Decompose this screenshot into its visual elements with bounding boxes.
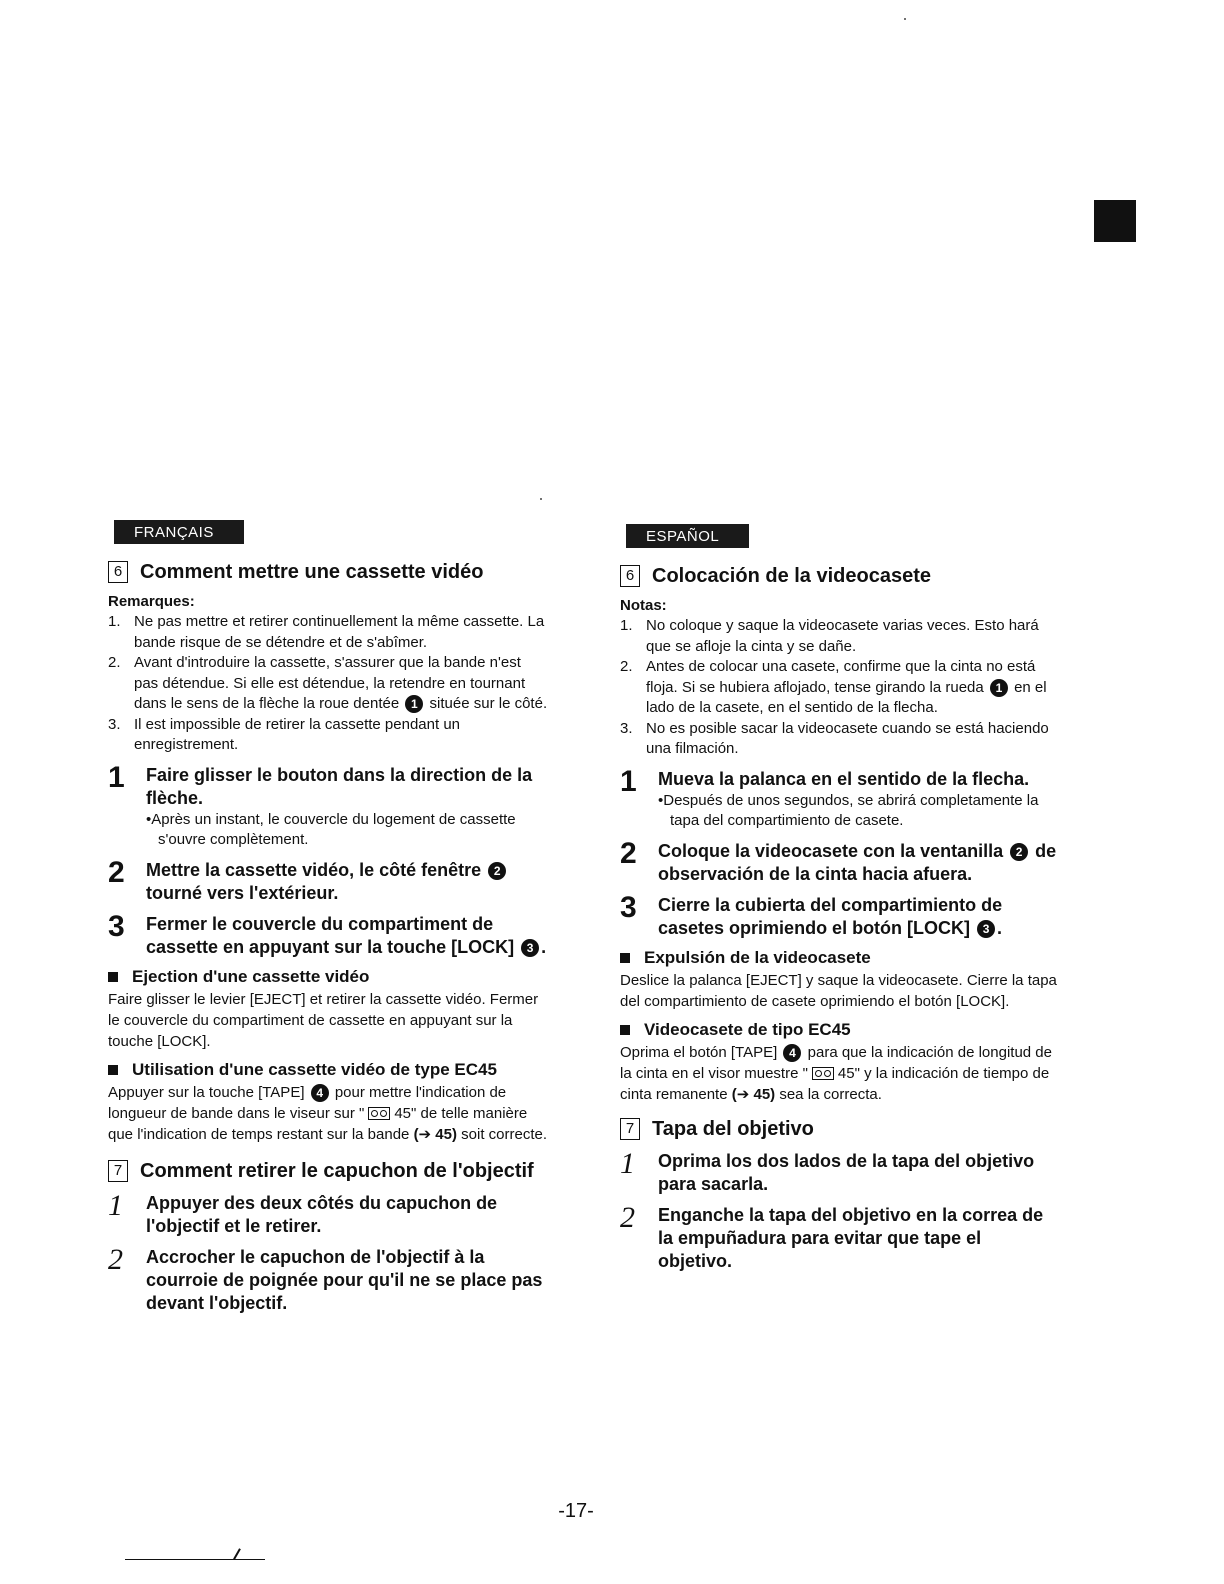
step [108,855,548,905]
notes-list [108,612,548,756]
notes-label: Remarques: [108,593,195,610]
note-item [108,715,548,756]
note-number: 3. [620,719,633,737]
note-text: Ne pas mettre et retirer continuellement la même cassette. La bande risque de se détendre et de s'abîmer. [134,613,545,651]
step-subnote: •Después de unos segundos, se abrirá completamente la tapa del compartimiento de casete. [658,791,1039,829]
square-bullet-icon [108,972,118,982]
step-number: 1 [108,1188,123,1222]
paragraph-text: " de telle manière que l'indication de temps restant sur la bande [108,1104,528,1143]
step-text-main: Fermer le couvercle du compartiment de cassette en appuyant sur la touche [LOCK] [146,913,515,957]
column-espanol [620,524,1060,1281]
step-text [658,894,1060,940]
step-number: 3 [108,909,125,943]
subsection-heading: Utilisation d'une cassette vidéo de type EC45 [132,1059,497,1079]
step [620,890,1060,940]
step [620,764,1060,832]
step-text-tail: . [997,917,1003,938]
step-number: 2 [108,855,125,889]
note-number: 1. [108,613,121,630]
paragraph-text: para que la indicación de longitud de la cinta en el visor muestre " [620,1043,1052,1082]
language-badge: FRANÇAIS [114,520,244,544]
note-item [620,657,1060,719]
note-text: Antes de colocar una casete, confirme que la cinta no está floja. Si se hubiera aflojado, tense girando la rueda [646,658,1036,696]
section-heading: Comment mettre une cassette vidéo [140,561,484,583]
paragraph-text: pour mettre l'indication de longueur de bande dans le viseur sur " [108,1083,507,1122]
step-text: Enganche la tapa del objetivo en la correa de la empuñadura para evitar que tape el objetivo. [658,1204,1044,1271]
column-francais [108,520,548,1323]
circled-number-icon: 4 [311,1084,329,1102]
paragraph-text: sea la correcta. [779,1085,882,1103]
step-text-main: Cierre la cubierta del compartimiento de casetes oprimiendo el botón [LOCK] [658,894,1003,938]
section-heading: Comment retirer le capuchon de l'objectif [140,1159,534,1182]
step-number: 2 [620,836,637,870]
note-text: Il est impossible de retirer la cassette pendant un enregistrement. [134,715,461,753]
paragraph: Faire glisser le levier [EJECT] et retirer la cassette vidéo. Fermer le couvercle du compartiment de cassette en appuyant sur la touche [LOCK]. [108,990,539,1050]
scan-speck [540,498,542,500]
subsection-heading: Videocasete de tipo EC45 [644,1019,851,1039]
cassette-tape-icon [368,1107,390,1120]
note-item [620,719,1060,760]
paragraph-text: " y la indicación de tiempo de cinta remanente [620,1064,1050,1103]
paragraph [108,1082,548,1145]
step-text-tail: de observación de la cinta hacia afuera. [658,840,1057,884]
circled-number-icon: 3 [977,920,995,938]
footer-mark [233,1548,241,1559]
circled-number-icon: 2 [488,862,506,880]
paragraph-text: soit correcte. [461,1125,548,1143]
step-text-main: Mettre la cassette vidéo, le côté fenêtre [146,859,482,880]
step-number: 1 [620,1146,635,1180]
note-number: 1. [620,617,633,634]
section-title [620,1117,1060,1142]
step-text-tail: tourné vers l'extérieur. [146,882,339,903]
note-item [108,653,548,715]
edge-index-tab [1094,200,1136,242]
step-text-main: Coloque la videocasete con la ventanilla [658,840,1004,861]
step [620,1200,1060,1273]
step-text: Appuyer des deux côtés du capuchon de l'objectif et le retirer. [146,1192,498,1236]
page-number: -17- [558,1500,594,1522]
circled-number-icon: 1 [990,679,1008,697]
note-text-tail: située sur le côté. [429,695,548,712]
footer-rule [125,1559,265,1560]
section-title [108,1159,548,1184]
section-number-box: 6 [620,565,640,587]
note-item [108,612,548,653]
note-number: 3. [108,715,121,733]
section-title [620,564,1060,589]
step-number: 1 [108,760,125,794]
note-item [620,616,1060,657]
section-heading: Tapa del objetivo [652,1117,814,1140]
circled-number-icon: 3 [521,939,539,957]
section-number-box: 7 [108,1160,128,1182]
subsection-title [620,948,1060,968]
subsection-title [108,1060,548,1080]
section-number-box: 6 [108,561,128,583]
step-number: 2 [108,1242,123,1276]
step [108,909,548,959]
circled-number-icon: 2 [1010,843,1028,861]
step [620,836,1060,886]
section-heading: Colocación de la videocasete [652,565,931,587]
note-text: No es posible sacar la videocasete cuando se está haciendo una filmación. [646,719,1049,757]
note-text: No coloque y saque la videocasete varias veces. Esto hará que se afloje la cinta y se dañe. [646,617,1039,655]
step [620,1146,1060,1196]
subsection-heading: Ejection d'une cassette vidéo [132,966,370,986]
paragraph [620,1042,1060,1105]
tape-length-value: 45 [394,1104,412,1122]
tape-length-value: 45 [837,1064,855,1082]
scan-speck [904,18,906,20]
step-text-tail: . [541,936,547,957]
step-text [146,913,548,959]
step-text: Mueva la palanca en el sentido de la flecha. [658,768,1030,789]
cassette-tape-icon [812,1067,834,1080]
section-number-box: 7 [620,1118,640,1140]
step-text: Oprima los dos lados de la tapa del objetivo para sacarla. [658,1150,1035,1194]
step-number: 2 [620,1200,635,1234]
circled-number-icon: 4 [783,1044,801,1062]
note-number: 2. [620,658,633,675]
step-number: 3 [620,890,637,924]
note-number: 2. [108,654,121,671]
subsection-title [620,1020,1060,1040]
subsection-title [108,967,548,987]
paragraph: Deslice la palanca [EJECT] y saque la videocasete. Cierre la tapa del compartimiento de casete oprimiendo el botón [LOCK]. [620,971,1057,1010]
step [108,760,548,851]
step-subnote: •Après un instant, le couvercle du logement de cassette s'ouvre complètement. [146,810,516,848]
circled-number-icon: 1 [405,695,423,713]
step-text: Accrocher le capuchon de l'objectif à la courroie de poignée pour qu'il ne se place pas devant l'objectif. [146,1246,543,1313]
step [108,1242,548,1315]
note-text: Avant d'introduire la cassette, s'assurer que la bande n'est pas détendue. Si elle est détendue, la retendre en tournant dans le sens de la flèche la roue dentée [134,654,526,712]
square-bullet-icon [108,1065,118,1075]
language-badge: ESPAÑOL [626,524,749,548]
paragraph-text: Appuyer sur la touche [TAPE] [108,1083,305,1101]
notes-label: Notas: [620,597,667,614]
step-number: 1 [620,764,637,798]
notes-list [620,616,1060,760]
paragraph-text: Oprima el botón [TAPE] [620,1043,778,1061]
step-text: Faire glisser le bouton dans la direction de la flèche. [146,764,533,808]
step-text [146,859,548,905]
page-reference: (➔ 45) [731,1085,776,1103]
page-reference: (➔ 45) [413,1125,457,1143]
step [108,1188,548,1238]
section-title [108,560,548,585]
square-bullet-icon [620,1025,630,1035]
subsection-heading: Expulsión de la videocasete [644,947,871,967]
square-bullet-icon [620,953,630,963]
step-text [658,840,1060,886]
note-text-tail: en el lado de la casete, en el sentido de la flecha. [646,678,1047,716]
